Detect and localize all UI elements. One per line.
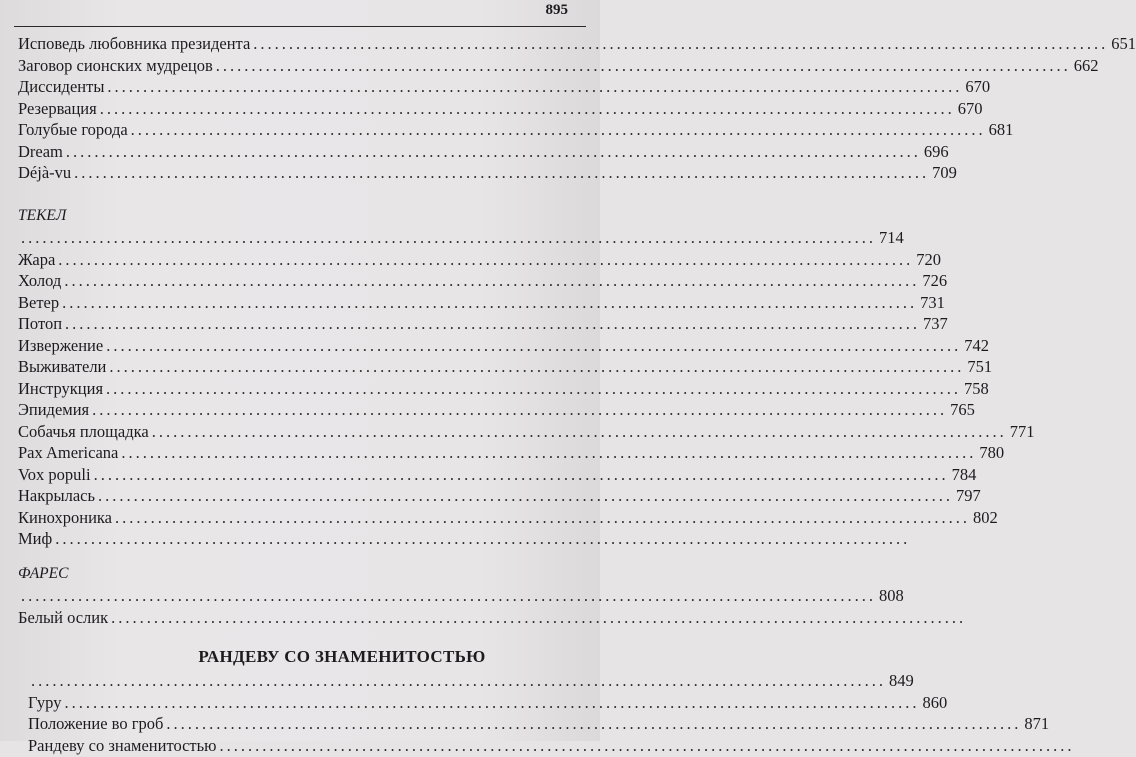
leader-dots: ........................................................................................................................ — [94, 465, 949, 485]
page-ref: 771 — [1010, 422, 1035, 442]
toc-row-rendezvous-page — [18, 671, 566, 693]
page-ref: 802 — [973, 508, 998, 528]
page-number: 895 — [546, 2, 569, 19]
toc-entry — [18, 357, 566, 379]
leader-dots: ........................................................................................................................ — [64, 693, 919, 713]
toc-entry — [18, 400, 566, 422]
page-ref: 751 — [967, 357, 992, 377]
toc-entry — [28, 736, 566, 757]
toc-entry-title: Потоп — [18, 314, 62, 334]
leader-dots: ........................................................................................................................ — [74, 163, 929, 183]
toc-entry-title: Жара — [18, 250, 55, 270]
toc-entry — [18, 422, 566, 444]
leader-dots: ........................................................................................................................ — [31, 671, 886, 691]
page-ref: 849 — [889, 671, 914, 691]
leader-dots: ........................................................................................................................ — [98, 486, 953, 506]
toc-entry-title: Исповедь любовника президента — [18, 34, 250, 54]
leader-dots: ........................................................................................................................ — [111, 608, 966, 628]
toc-entry-title: Выживатели — [18, 357, 106, 377]
section-title-fares — [18, 565, 566, 587]
toc-entry — [18, 508, 566, 530]
toc-entry-title: Белый ослик — [18, 608, 108, 628]
page-ref: 742 — [964, 336, 989, 356]
leader-dots: ........................................................................................................................ — [253, 34, 1108, 54]
page-ref: 696 — [924, 142, 949, 162]
leader-dots: ........................................................................................................................ — [109, 357, 964, 377]
leader-dots: ........................................................................................................................ — [55, 529, 910, 549]
leader-dots: ........................................................................................................................ — [64, 271, 919, 291]
toc-entry — [18, 120, 566, 142]
toc-entry-title: Инструкция — [18, 379, 103, 399]
toc-entry — [18, 529, 566, 551]
leader-dots: ........................................................................................................................ — [58, 250, 913, 270]
leader-dots: ........................................................................................................................ — [92, 400, 947, 420]
toc-entry-title: Накрылась — [18, 486, 95, 506]
toc-entry — [18, 293, 566, 315]
toc-entry — [28, 693, 566, 715]
leader-dots: ........................................................................................................................ — [62, 293, 917, 313]
toc-entry — [18, 34, 566, 56]
toc-entry — [18, 379, 566, 401]
toc-entry — [18, 314, 566, 336]
toc-group-tekel — [18, 250, 566, 551]
leader-dots: ........................................................................................................................ — [152, 422, 1007, 442]
section-title-tekel — [18, 207, 566, 229]
toc-entry-title: Гуру — [28, 693, 61, 713]
page-ref: 784 — [952, 465, 977, 485]
toc-entry-title: Миф — [18, 529, 52, 549]
page-ref: 797 — [956, 486, 981, 506]
toc-group-1 — [18, 34, 566, 185]
page-ref: 720 — [916, 250, 941, 270]
toc-entry — [18, 56, 566, 78]
leader-dots: ........................................................................................................................ — [21, 586, 876, 606]
page-ref: 714 — [879, 228, 904, 248]
leader-dots: ........................................................................................................................ — [65, 314, 920, 334]
page-ref: 780 — [979, 443, 1004, 463]
section-heading-rendezvous: РАНДЕВУ СО ЗНАМЕНИТОСТЬЮ — [108, 643, 566, 671]
page-ref: 758 — [964, 379, 989, 399]
toc-entry — [18, 486, 566, 508]
toc-row-fares-page — [18, 586, 566, 608]
toc-entry — [18, 163, 566, 185]
toc-group-rendezvous — [18, 693, 566, 757]
leader-dots: ........................................................................................................................ — [21, 228, 876, 248]
toc-entry-title: Ветер — [18, 293, 59, 313]
leader-dots: ........................................................................................................................ — [131, 120, 986, 140]
toc-entry — [18, 336, 566, 358]
toc-entry — [18, 465, 566, 487]
toc-entry-title: Диссиденты — [18, 77, 104, 97]
leader-dots: ........................................................................................................................ — [115, 508, 970, 528]
toc-entry-title: Эпидемия — [18, 400, 89, 420]
toc-entry — [18, 99, 566, 121]
leader-dots: ........................................................................................................................ — [107, 77, 962, 97]
toc-entry — [18, 250, 566, 272]
page-ref: 670 — [958, 99, 983, 119]
leader-dots: ........................................................................................................................ — [166, 714, 1021, 734]
toc-entry-title: Déjà-vu — [18, 163, 71, 183]
page-ref: 726 — [922, 271, 947, 291]
page-ref: 651 — [1111, 34, 1136, 54]
section-title-text: ТЕКЕЛ — [18, 207, 66, 225]
toc-entry-title: Pax Americana — [18, 443, 118, 463]
table-of-contents — [18, 34, 566, 757]
leader-dots: ........................................................................................................................ — [121, 443, 976, 463]
toc-entry-title: Извержение — [18, 336, 103, 356]
leader-dots: ........................................................................................................................ — [220, 736, 1075, 756]
leader-dots: ........................................................................................................................ — [106, 336, 961, 356]
page-ref: 765 — [950, 400, 975, 420]
toc-entry — [18, 77, 566, 99]
page-ref: 731 — [920, 293, 945, 313]
page-ref: 871 — [1024, 714, 1049, 734]
toc-entry — [28, 714, 566, 736]
leader-dots: ........................................................................................................................ — [106, 379, 961, 399]
toc-row-tekel-page — [18, 228, 566, 250]
leader-dots: ........................................................................................................................ — [100, 99, 955, 119]
toc-entry — [18, 142, 566, 164]
toc-entry-title: Собачья площадка — [18, 422, 149, 442]
page-ref: 860 — [922, 693, 947, 713]
toc-entry-title: Dream — [18, 142, 63, 162]
page-ref: 670 — [965, 77, 990, 97]
page-ref: 709 — [932, 163, 957, 183]
toc-entry-title: Резервация — [18, 99, 97, 119]
toc-entry-title: Голубые города — [18, 120, 128, 140]
toc-entry — [18, 271, 566, 293]
toc-entry-title: Vox populi — [18, 465, 91, 485]
toc-entry-title: Холод — [18, 271, 61, 291]
page-ref: 808 — [879, 586, 904, 606]
toc-entry-title: Положение во гроб — [28, 714, 163, 734]
toc-entry-title: Заговор сионских мудрецов — [18, 56, 213, 76]
toc-entry — [18, 608, 566, 630]
page-ref: 681 — [989, 120, 1014, 140]
toc-entry-title: Рандеву со знаменитостью — [28, 736, 217, 756]
section-title-text: ФАРЕС — [18, 565, 68, 583]
page-ref: 737 — [923, 314, 948, 334]
toc-entry-title: Кинохроника — [18, 508, 112, 528]
toc-group-fares — [18, 608, 566, 630]
toc-entry — [18, 443, 566, 465]
leader-dots: ........................................................................................................................ — [216, 56, 1071, 76]
page-ref: 662 — [1074, 56, 1099, 76]
header-rule — [14, 26, 586, 27]
leader-dots: ........................................................................................................................ — [66, 142, 921, 162]
